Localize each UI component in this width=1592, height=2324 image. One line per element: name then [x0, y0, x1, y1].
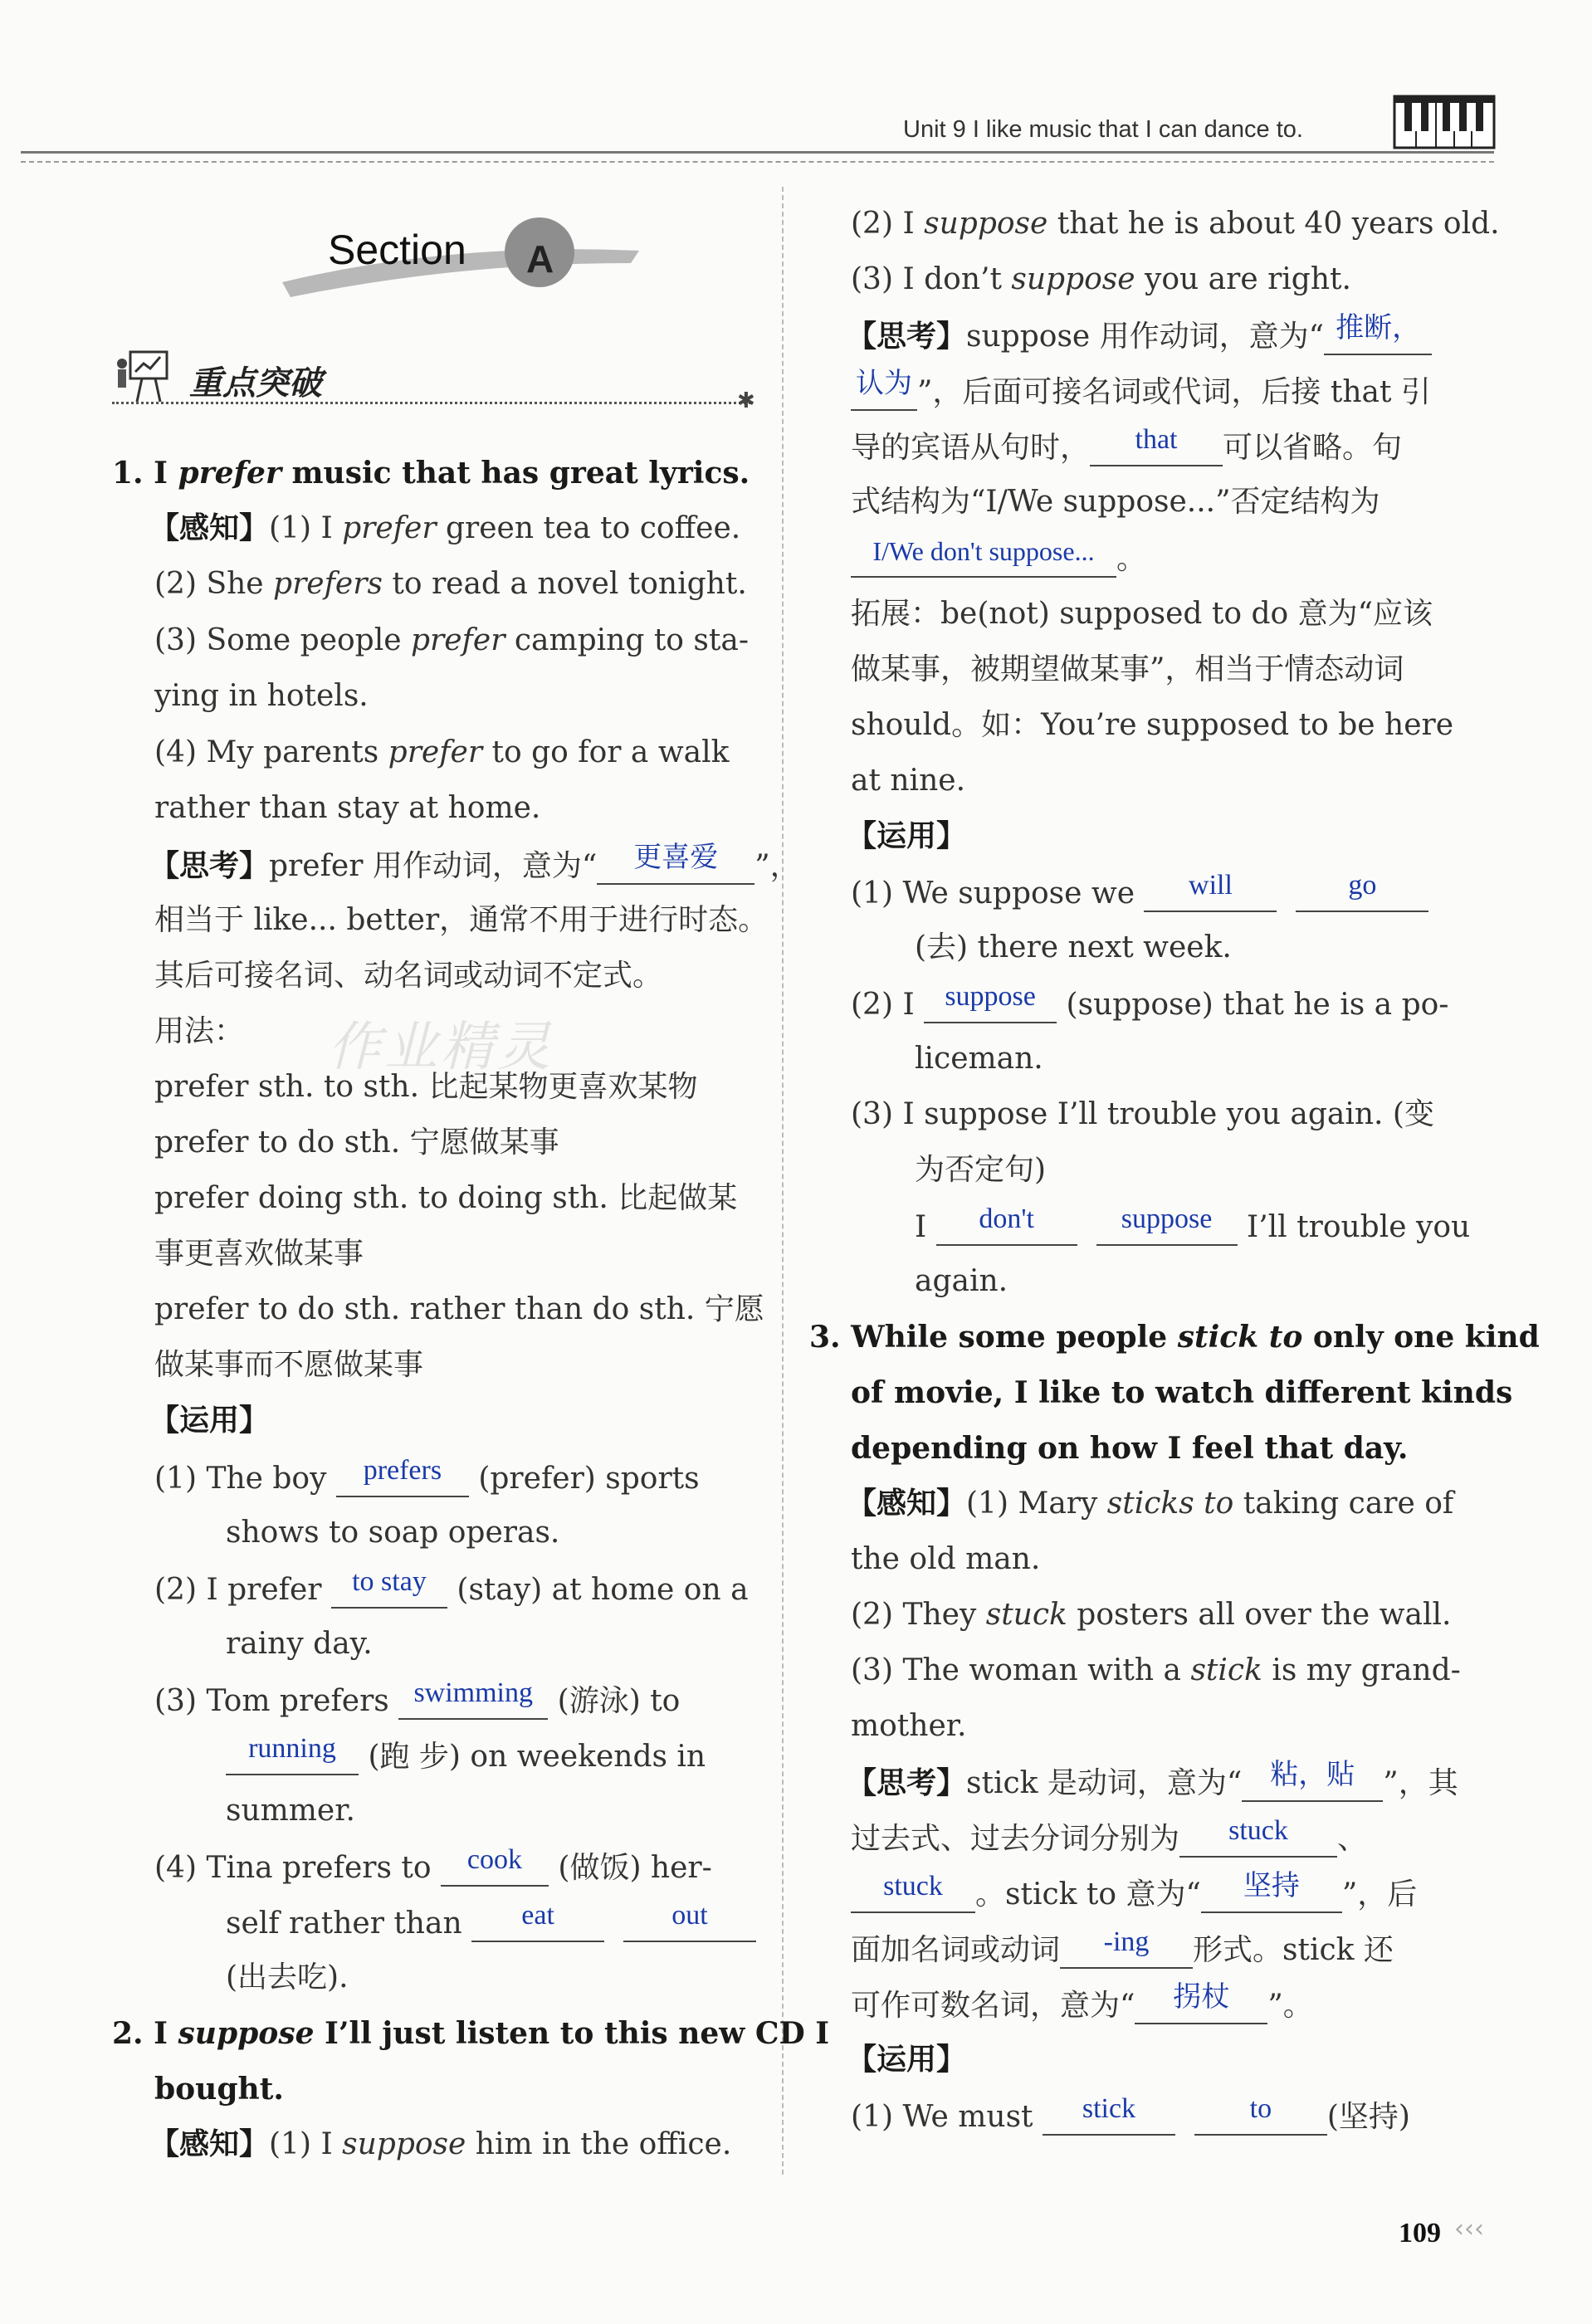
q2-think-9: at nine. — [851, 764, 966, 798]
q3-think-4: 面加名词或动词 -ing 形式。stick 还 — [851, 1926, 1394, 1967]
q3-perceive-1b: the old man. — [851, 1542, 1041, 1576]
q1-think-2: 相当于 like... better，通常不用于进行时态。 — [154, 903, 769, 937]
page-arrows-icon: ‹‹‹ — [1454, 2214, 1484, 2243]
q1-perceive-2: (2) She prefers to read a novel tonight. — [154, 567, 747, 601]
q1-perceive-4b: rather than stay at home. — [154, 791, 541, 825]
answer-blank[interactable]: to — [1194, 2097, 1327, 2136]
answer-blank[interactable]: suppose — [924, 985, 1057, 1023]
section-label: Section — [328, 227, 466, 273]
q1-perceive-3: (3) Some people prefer camping to sta- — [154, 623, 749, 657]
q2-think-1: 【思考】suppose 用作动词，意为“ 推断， — [847, 317, 1432, 355]
answer-blank[interactable]: that — [1090, 428, 1223, 466]
answer-blank[interactable]: 拐杖 — [1135, 1986, 1267, 2024]
answer-blank[interactable]: 坚持 — [1201, 1875, 1342, 1913]
question-2b: bought. — [154, 2072, 284, 2107]
q2-think-7: 做某事，被期望做某事”，相当于情态动词 — [851, 652, 1404, 686]
q2-use-2: (2) I suppose (suppose) that he is a po- — [851, 981, 1449, 1022]
watermark: 作业精灵 — [328, 1017, 554, 1078]
question-1: 1. I prefer music that has great lyrics. — [112, 456, 750, 491]
q2-think-8: should。如：You’re supposed to be here — [851, 708, 1454, 742]
header-rule — [21, 151, 1494, 154]
answer-blank[interactable]: cook — [441, 1848, 549, 1887]
q1-perceive-4: (4) My parents prefer to go for a walk — [154, 735, 730, 769]
q1-use-2b: rainy day. — [226, 1627, 373, 1661]
focus-heading-rule — [112, 402, 751, 404]
answer-blank[interactable]: will — [1144, 874, 1277, 912]
answer-blank[interactable]: running — [226, 1737, 359, 1775]
answer-blank[interactable]: don't — [936, 1208, 1077, 1246]
q2-think-4: 式结构为“I/We suppose...”否定结构为 — [851, 485, 1380, 519]
answer-blank[interactable]: stuck — [1179, 1819, 1337, 1858]
q2-think-2: 认为 ”，后面可接名词或代词，后接 that 引 — [851, 373, 1431, 411]
header-dashed-rule — [21, 161, 1494, 163]
q1-use-4c: (出去吃). — [226, 1960, 349, 1994]
answer-blank[interactable]: I/We don't suppose... — [851, 540, 1116, 578]
q2-use-3b: 为否定句) — [915, 1153, 1047, 1187]
q3-perceive-2: (2) They stuck posters all over the wall. — [851, 1598, 1452, 1632]
question-3b: of movie, I like to watch different kinds — [851, 1375, 1513, 1410]
q2-perceive-2: (2) I suppose that he is about 40 years old. — [851, 207, 1500, 241]
q2-think-3: 导的宾语从句时， that 可以省略。句 — [851, 424, 1403, 465]
answer-blank[interactable]: out — [623, 1904, 756, 1942]
q3-think-5: 可作可数名词，意为“ 拐杖 ”。 — [851, 1982, 1313, 2023]
q3-perceive-3b: mother. — [851, 1709, 967, 1743]
q1-think-6: prefer to do sth. 宁愿做某事 — [154, 1125, 559, 1160]
q1-use-tag: 【运用】 — [149, 1404, 270, 1438]
q2-use-1: (1) We suppose we will go — [851, 874, 1428, 912]
answer-blank[interactable]: suppose — [1096, 1208, 1238, 1246]
q1-use-3b: running (跑 步) on weekends in — [226, 1737, 706, 1775]
q3-think-1: 【思考】stick 是动词，意为“ 粘，贴 ”，其 — [847, 1760, 1458, 1800]
answer-blank[interactable]: eat — [471, 1904, 604, 1942]
answer-blank[interactable]: prefers — [336, 1459, 469, 1497]
page-number: 109 — [1399, 2218, 1441, 2248]
q1-use-1b: shows to soap operas. — [226, 1516, 560, 1550]
answer-blank[interactable]: to stay — [331, 1570, 447, 1609]
answer-blank[interactable]: 认为 — [851, 373, 917, 411]
q3-think-3: stuck 。stick to 意为“ 坚持 ”，后 — [851, 1875, 1417, 1913]
question-3c: depending on how I feel that day. — [851, 1431, 1409, 1466]
answer-blank[interactable]: -ing — [1060, 1931, 1193, 1969]
q1-think-7: prefer doing sth. to doing sth. 比起做某 — [154, 1181, 738, 1215]
q2-perceive-1: 【感知】(1) I suppose him in the office. — [149, 2127, 732, 2161]
q3-perceive-3: (3) The woman with a stick is my grand- — [851, 1653, 1461, 1687]
q1-use-4b: self rather than eat out — [226, 1904, 756, 1942]
answer-blank[interactable]: 推断， — [1324, 317, 1432, 355]
q2-perceive-3: (3) I don’t suppose you are right. — [851, 262, 1351, 296]
q2-use-3: (3) I suppose I’ll trouble you again. (变 — [851, 1097, 1434, 1131]
section-letter: A — [526, 237, 554, 281]
q1-think-5: prefer sth. to sth. 比起某物更喜欢某物 — [154, 1070, 698, 1104]
piano-keys-icon — [1393, 93, 1496, 151]
q1-think-8: 事更喜欢做某事 — [154, 1237, 364, 1271]
q3-use-1: (1) We must stick to (坚持) — [851, 2093, 1410, 2134]
star-icon: ✱ — [737, 388, 755, 413]
question-2: 2. I suppose I’ll just listen to this new CD I — [112, 2016, 830, 2051]
column-divider — [782, 187, 784, 2175]
q2-use-1b: (去) there next week. — [915, 930, 1232, 964]
question-3: 3. While some people stick to only one kind — [809, 1320, 1540, 1355]
q1-think-3: 其后可接名词、动名词或动词不定式。 — [154, 959, 663, 993]
q1-think-10: 做某事而不愿做某事 — [154, 1348, 424, 1382]
q2-think-6: 拓展：be(not) supposed to do 意为“应该 — [851, 597, 1433, 631]
answer-blank[interactable]: go — [1296, 874, 1428, 912]
answer-blank[interactable]: stick — [1043, 2097, 1175, 2136]
q1-perceive-1: 【感知】(1) I prefer green tea to coffee. — [149, 511, 741, 545]
q3-think-2: 过去式、过去分词分别为 stuck 、 — [851, 1815, 1368, 1856]
q3-perceive-1: 【感知】(1) Mary sticks to taking care of — [847, 1487, 1454, 1521]
q1-use-3c: summer. — [226, 1794, 355, 1828]
presentation-board-icon — [112, 347, 170, 405]
q1-perceive-3b: ying in hotels. — [154, 679, 369, 713]
q2-use-3c: I don't suppose I’ll trouble you — [915, 1204, 1471, 1244]
answer-blank[interactable]: 粘，贴 — [1242, 1764, 1383, 1802]
q1-use-4: (4) Tina prefers to cook (做饭) her- — [154, 1844, 712, 1885]
q2-use-2b: liceman. — [915, 1042, 1043, 1076]
q1-think-1: 【思考】prefer 用作动词，意为“ 更喜爱 ”， — [149, 842, 800, 883]
answer-blank[interactable]: 更喜爱 — [597, 847, 754, 885]
answer-blank[interactable]: stuck — [851, 1875, 975, 1913]
q1-use-2: (2) I prefer to stay (stay) at home on a — [154, 1566, 749, 1607]
q1-think-4: 用法： — [154, 1014, 245, 1048]
focus-heading: 重点突破 — [189, 364, 322, 403]
q2-think-5: I/We don't suppose... 。 — [851, 540, 1146, 578]
q3-use-tag: 【运用】 — [847, 2043, 967, 2077]
q1-use-1: (1) The boy prefers (prefer) sports — [154, 1455, 700, 1496]
q2-use-3d: again. — [915, 1264, 1008, 1298]
q1-use-3: (3) Tom prefers swimming (游泳) to — [154, 1677, 681, 1718]
q2-use-tag: 【运用】 — [847, 819, 967, 853]
q1-think-9: prefer to do sth. rather than do sth. 宁愿 — [154, 1292, 764, 1326]
answer-blank[interactable]: swimming — [398, 1682, 548, 1720]
unit-title: Unit 9 I like music that I can dance to. — [903, 116, 1303, 143]
